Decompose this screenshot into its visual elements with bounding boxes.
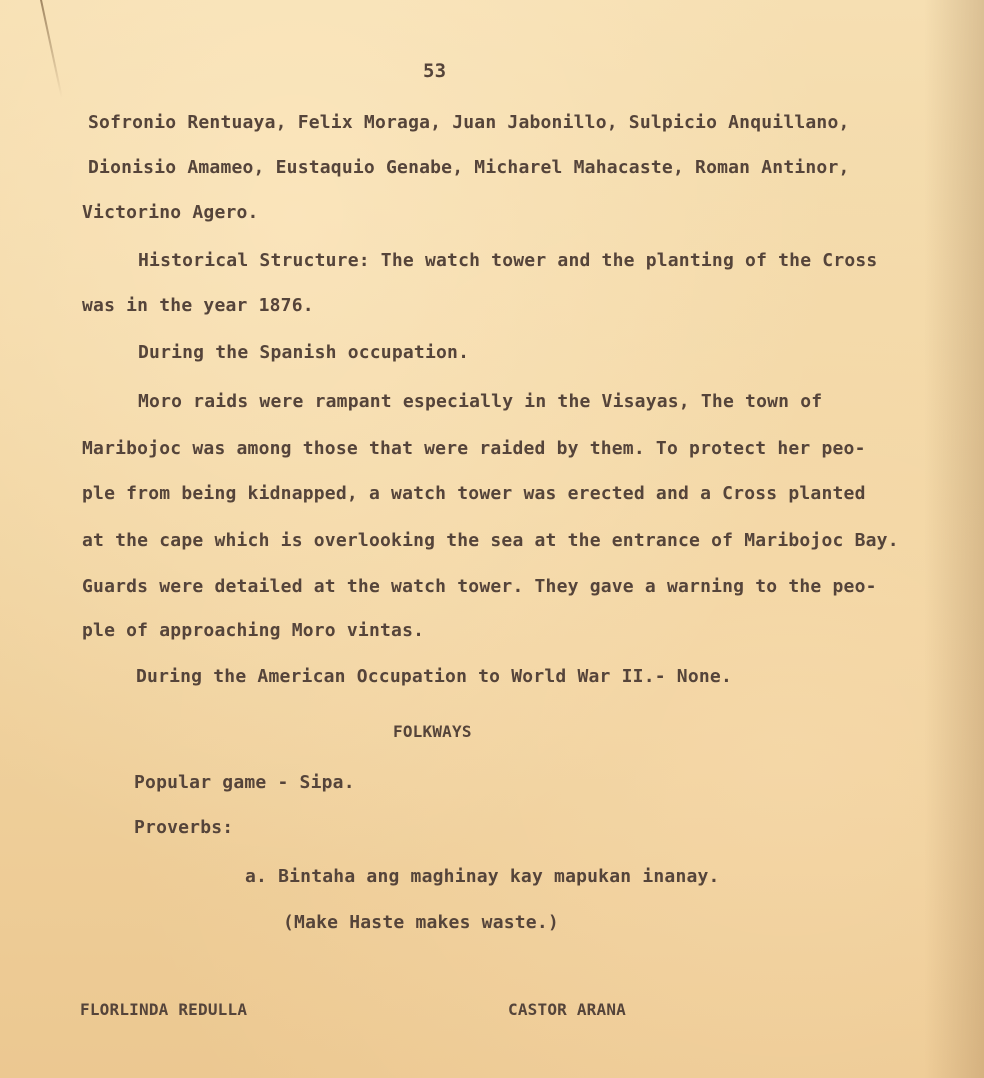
names-line-3: Victorino Agero. (82, 202, 259, 223)
spanish-occupation-heading: During the Spanish occupation. (138, 342, 470, 363)
proverbs-label: Proverbs: (134, 817, 234, 838)
moro-raids-line-5: Guards were detailed at the watch tower. They gave a warning to the peo- (82, 576, 877, 597)
signature-right: CASTOR ARANA (508, 1000, 626, 1019)
popular-game-line: Popular game - Sipa. (134, 772, 355, 793)
page-fold-crease (40, 0, 63, 98)
moro-raids-line-1: Moro raids were rampant especially in the Visayas, The town of (138, 391, 823, 412)
page-number: 53 (423, 60, 447, 82)
historical-structure-line-2: was in the year 1876. (82, 295, 314, 316)
proverb-a-translation: (Make Haste makes waste.) (283, 912, 559, 933)
folkways-heading: FOLKWAYS (393, 722, 472, 741)
moro-raids-line-3: ple from being kidnapped, a watch tower was erected and a Cross planted (82, 483, 866, 504)
historical-structure-line-1: Historical Structure: The watch tower and the planting of the Cross (138, 250, 878, 271)
page-edge-shadow (924, 0, 984, 1078)
signature-left: FLORLINDA REDULLA (80, 1000, 248, 1019)
names-line-2: Dionisio Amameo, Eustaquio Genabe, Micharel Mahacaste, Roman Antinor, (88, 157, 850, 178)
moro-raids-line-6: ple of approaching Moro vintas. (82, 620, 425, 641)
moro-raids-line-4: at the cape which is overlooking the sea at the entrance of Maribojoc Bay. (82, 530, 899, 551)
moro-raids-line-2: Maribojoc was among those that were raided by them. To protect her peo- (82, 438, 866, 459)
names-line-1: Sofronio Rentuaya, Felix Moraga, Juan Jabonillo, Sulpicio Anquillano, (88, 112, 850, 133)
proverb-a: a. Bintaha ang maghinay kay mapukan inanay. (245, 866, 720, 887)
american-occupation-line: During the American Occupation to World War II.- None. (136, 666, 732, 687)
